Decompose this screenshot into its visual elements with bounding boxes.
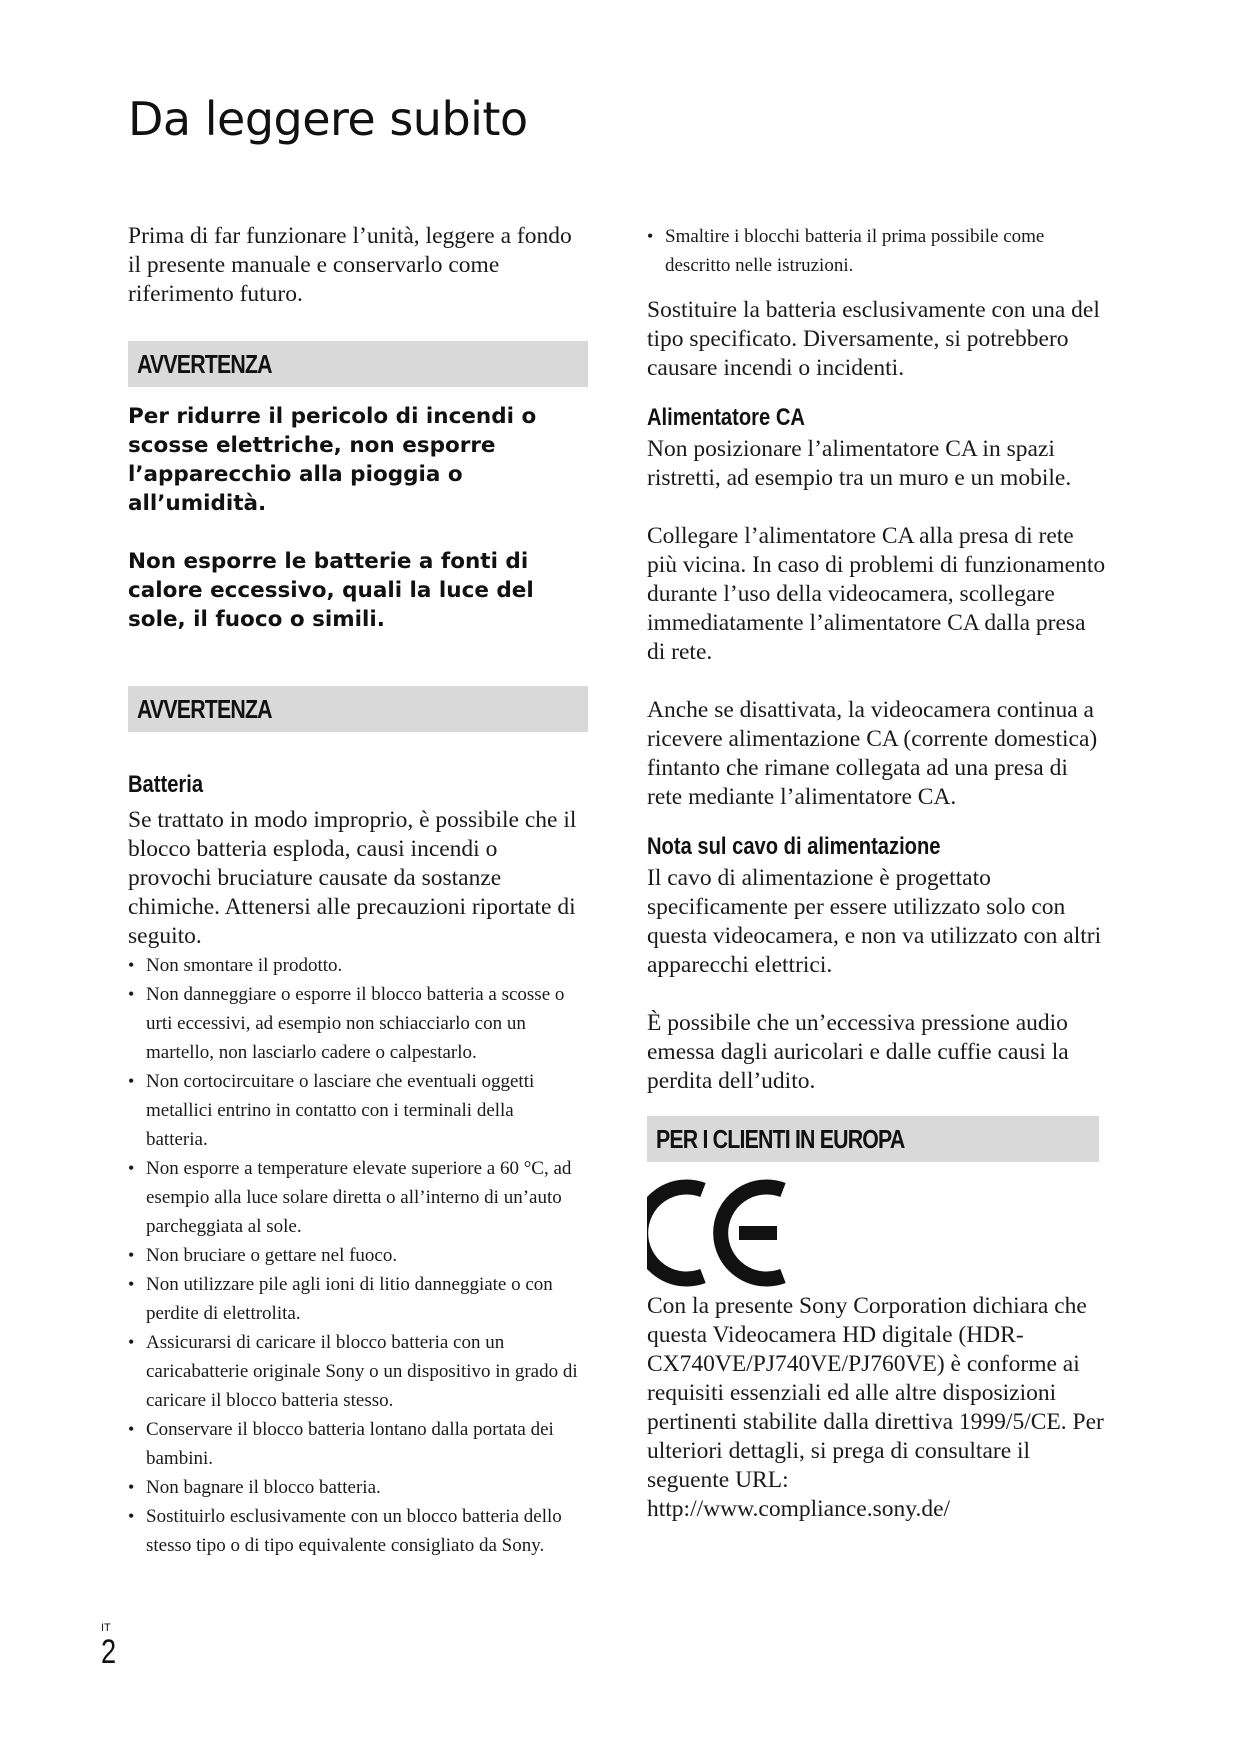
replace-battery-text: Sostituire la batteria esclusivamente con una del tipo specificato. Diversamente, si potrebbero causare incendi o incidenti. bbox=[647, 297, 1100, 381]
list-item: • Assicurarsi di caricare il blocco batteria con un caricabatterie originale Sony o un dispositivo in grado di caricare il blocco batteria stesso. bbox=[128, 1328, 580, 1415]
compliance-url: http://www.compliance.sony.de/ bbox=[647, 1496, 951, 1522]
list-item: • Smaltire i blocchi batteria il prima possibile come descritto nelle istruzioni. bbox=[647, 222, 1107, 280]
warning-text-fire: Per ridurre il pericolo di incendi o scosse elettriche, non esporre l’apparecchio alla pioggia o all’umidità. bbox=[128, 404, 537, 516]
list-item: • Non cortocircuitare o lasciare che eventuali oggetti metallici entrino in contatto con i terminali della batteria. bbox=[128, 1067, 580, 1154]
language-code: IT bbox=[101, 1622, 111, 1634]
europe-heading: PER I CLIENTI IN EUROPA bbox=[647, 1116, 1099, 1162]
ac-adaptor-heading: Alimentatore CA bbox=[647, 404, 805, 431]
left-column bbox=[128, 222, 580, 1560]
right-column bbox=[647, 222, 1107, 1524]
ac-text-power: Anche se disattivata, la videocamera continua a ricevere alimentazione CA (corrente domestica) fintanto che rimane collegata ad una presa di rete mediante l’alimentatore CA. bbox=[647, 697, 1098, 810]
page-number-value: 2 bbox=[101, 1633, 117, 1671]
battery-precautions-list bbox=[128, 951, 580, 1560]
list-item: • Non esporre a temperature elevate superiore a 60 °C, ad esempio alla luce solare diretta o all’interno di un’auto parcheggiata al sole. bbox=[128, 1154, 580, 1241]
page-title: Da leggere subito bbox=[128, 92, 528, 146]
power-cord-text: Il cavo di alimentazione è progettato specificamente per essere utilizzato solo con questa videocamera, e non va utilizzato con altri apparecchi elettrici. bbox=[647, 865, 1102, 978]
list-item: • Conservare il blocco batteria lontano dalla portata dei bambini. bbox=[128, 1415, 580, 1473]
audio-warning-text: È possibile che un’eccessiva pressione audio emessa dagli auricolari e dalle cuffie causi la perdita dell’udito. bbox=[647, 1010, 1069, 1094]
ac-text-placement: Non posizionare l’alimentatore CA in spazi ristretti, ad esempio tra un muro e un mobile. bbox=[647, 436, 1072, 491]
dispose-list bbox=[647, 222, 1107, 280]
ac-text-connect: Collegare l’alimentatore CA alla presa di rete più vicina. In caso di problemi di funzionamento durante l’uso della videocamera, scollegare immediatamente l’alimentatore CA dalla presa di rete. bbox=[647, 523, 1106, 665]
power-cord-heading: Nota sul cavo di alimentazione bbox=[647, 833, 941, 860]
list-item: • Non danneggiare o esporre il blocco batteria a scosse o urti eccessivi, ad esempio non schiacciarlo con un martello, non lasciarlo cadere o calpestarlo. bbox=[128, 980, 580, 1067]
list-item: • Sostituirlo esclusivamente con un blocco batteria dello stesso tipo o di tipo equivalente consigliato da Sony. bbox=[128, 1502, 580, 1560]
list-item: • Non smontare il prodotto. bbox=[128, 951, 580, 980]
battery-heading: Batteria bbox=[128, 771, 204, 798]
warning-heading-2: AVVERTENZA bbox=[128, 686, 588, 732]
ce-mark-icon bbox=[647, 1178, 787, 1288]
warning-text-heat: Non esporre le batterie a fonti di calore eccessivo, quali la luce del sole, il fuoco o simili. bbox=[128, 549, 534, 632]
declaration-text: Con la presente Sony Corporation dichiara che questa Videocamera HD digitale (HDR-CX740VE/PJ740VE/PJ760VE) è conforme ai requisiti essenziali ed alle altre disposizioni pertinenti stabilite dalla direttiva 1999/5/CE. Per ulteriori dettagli, si prega di consultare il seguente URL: bbox=[647, 1293, 1104, 1493]
list-item: • Non utilizzare pile agli ioni di litio danneggiate o con perdite di elettrolita. bbox=[128, 1270, 580, 1328]
list-item: • Non bagnare il blocco batteria. bbox=[128, 1473, 580, 1502]
warning-heading-1: AVVERTENZA bbox=[128, 341, 588, 387]
page-number bbox=[101, 1622, 120, 1670]
list-item: • Non bruciare o gettare nel fuoco. bbox=[128, 1241, 580, 1270]
battery-text: Se trattato in modo improprio, è possibile che il blocco batteria esploda, causi incendi o provochi bruciature causate da sostanze chimiche. Attenersi alle precauzioni riportate di seguito. bbox=[128, 807, 577, 949]
intro-text: Prima di far funzionare l’unità, leggere a fondo il presente manuale e conservarlo come riferimento futuro. bbox=[128, 223, 572, 307]
